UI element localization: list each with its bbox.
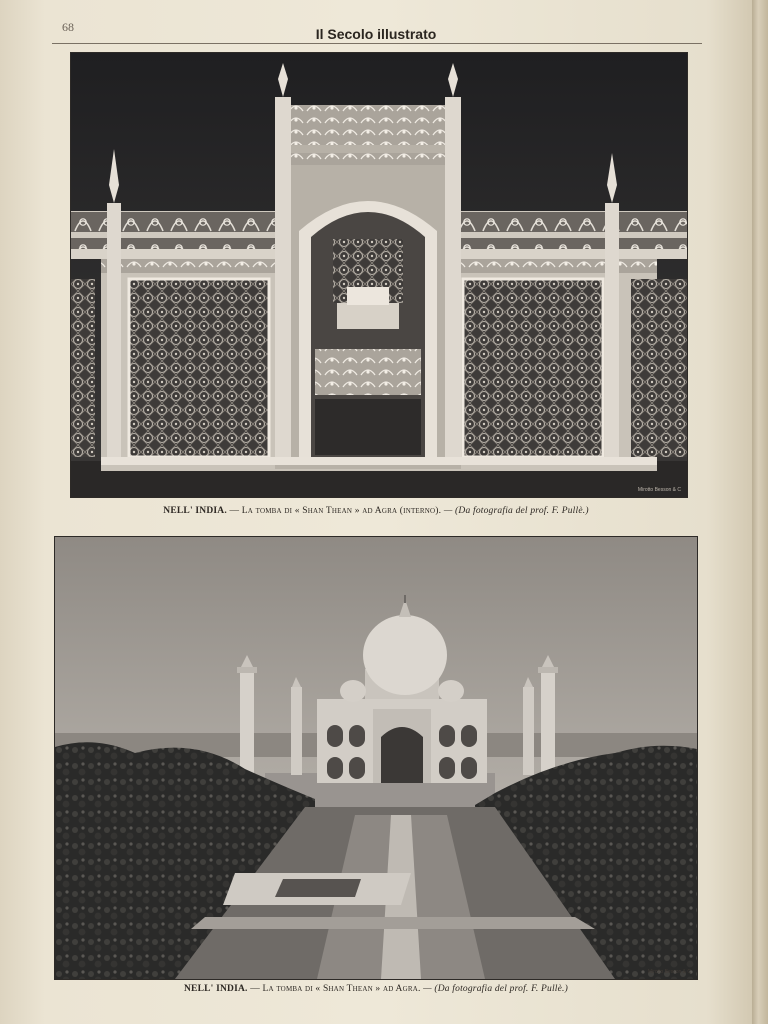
- page-number: 68: [62, 20, 74, 34]
- interior-tomb-engraving: [70, 52, 688, 498]
- caption-credit: — (Da fotografia del prof. F. Pullè.): [423, 984, 568, 994]
- caption-title: La tomba di « Shan Thean » ad Agra.: [262, 984, 421, 994]
- header-rule: [52, 43, 702, 44]
- binding-gutter: [752, 0, 768, 1024]
- engraver-mark: Mirotto Besson & C: [647, 969, 691, 975]
- caption-title: La tomba di « Shan Thean » ad Agra (interno).: [241, 506, 442, 516]
- interior-caption: [0, 506, 752, 516]
- publication-title: Il Secolo illustrato: [315, 26, 437, 42]
- engraver-mark: Mirotto Besson & C: [637, 487, 681, 493]
- exterior-taj-mahal-engraving: [54, 536, 698, 980]
- exterior-caption: [0, 984, 752, 994]
- caption-place: NELL' INDIA.: [184, 984, 248, 994]
- caption-separator: —: [247, 984, 263, 994]
- caption-place: NELL' INDIA.: [163, 506, 227, 516]
- caption-credit: — (Da fotografia del prof. F. Pullè.): [443, 506, 589, 516]
- caption-separator: —: [226, 506, 242, 516]
